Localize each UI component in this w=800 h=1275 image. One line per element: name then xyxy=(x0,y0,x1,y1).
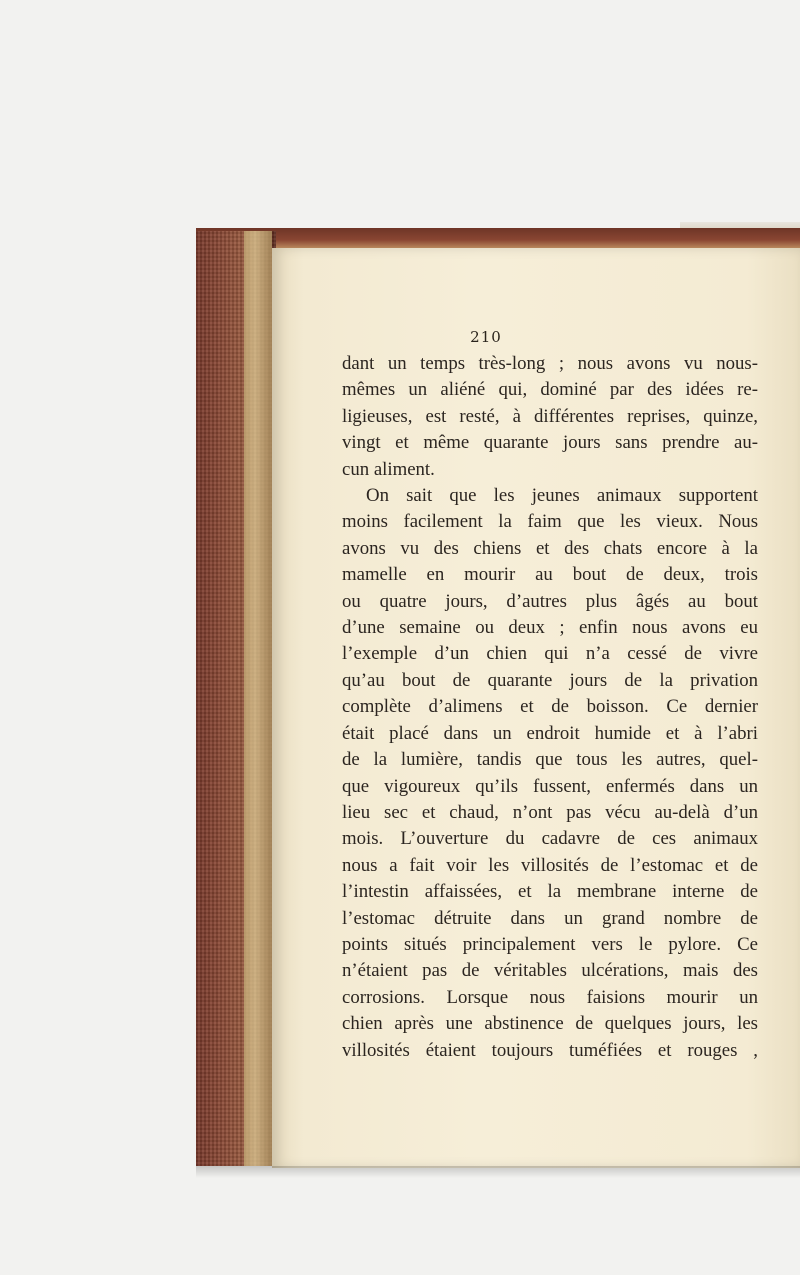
text-line: chien après une abstinence de quelques jours, les xyxy=(342,1013,758,1035)
text-line: On sait que les jeunes animaux supportent xyxy=(366,485,758,507)
paragraph-2 xyxy=(342,483,758,1064)
text-line: avons vu des chiens et des chats encore à la xyxy=(342,537,758,559)
text-line: vingt et même quarante jours sans prendre au- xyxy=(342,432,758,454)
book-shadow xyxy=(196,1166,800,1178)
text-line: l’intestin affaissées, et la membrane interne de xyxy=(342,881,758,903)
text-line: lieu sec et chaud, n’ont pas vécu au-delà d’un xyxy=(342,801,758,823)
text-line: d’une semaine ou deux ; enfin nous avons eu xyxy=(342,617,758,639)
book-binding-edge xyxy=(244,231,272,1166)
text-line: ligieuses, est resté, à différentes reprises, quinze, xyxy=(342,405,758,427)
text-line: dant un temps très-long ; nous avons vu nous- xyxy=(342,353,758,374)
text-line: ou quatre jours, d’autres plus âgés au bout xyxy=(342,590,758,612)
text-line: mamelle en mourir au bout de deux, trois xyxy=(342,564,758,586)
text-line: de la lumière, tandis que tous les autres, quel- xyxy=(342,749,758,771)
text-line: mois. L’ouverture du cadavre de ces animaux xyxy=(342,828,758,850)
text-line: que vigoureux qu’ils fussent, enfermés dans un xyxy=(342,775,758,797)
text-line: était placé dans un endroit humide et à l’abri xyxy=(342,722,758,744)
text-line: complète d’alimens et de boisson. Ce dernier xyxy=(342,696,758,718)
text-line: mêmes un aliéné qui, dominé par des idées re- xyxy=(342,379,758,401)
text-line: villosités étaient toujours tuméfiées et rouges , xyxy=(342,1039,758,1061)
book-top-board xyxy=(196,228,800,248)
text-line: points situés principalement vers le pylore. Ce xyxy=(342,933,758,955)
book-page xyxy=(272,248,800,1168)
page-text xyxy=(342,351,758,1064)
text-line: corrosions. Lorsque nous faisions mourir un xyxy=(342,986,758,1008)
text-line: n’étaient pas de véritables ulcérations, mais des xyxy=(342,960,758,982)
text-line: l’estomac détruite dans un grand nombre de xyxy=(342,907,758,929)
paragraph-1 xyxy=(342,351,758,483)
text-line: qu’au bout de quarante jours de la privation xyxy=(342,669,758,691)
text-line: l’exemple d’un chien qui n’a cessé de vivre xyxy=(342,643,758,665)
text-line: moins facilement la faim que les vieux. Nous xyxy=(342,511,758,533)
text-line: cun aliment. xyxy=(342,458,435,480)
page-number: 210 xyxy=(470,328,502,346)
text-line: nous a fait voir les villosités de l’estomac et de xyxy=(342,854,758,876)
